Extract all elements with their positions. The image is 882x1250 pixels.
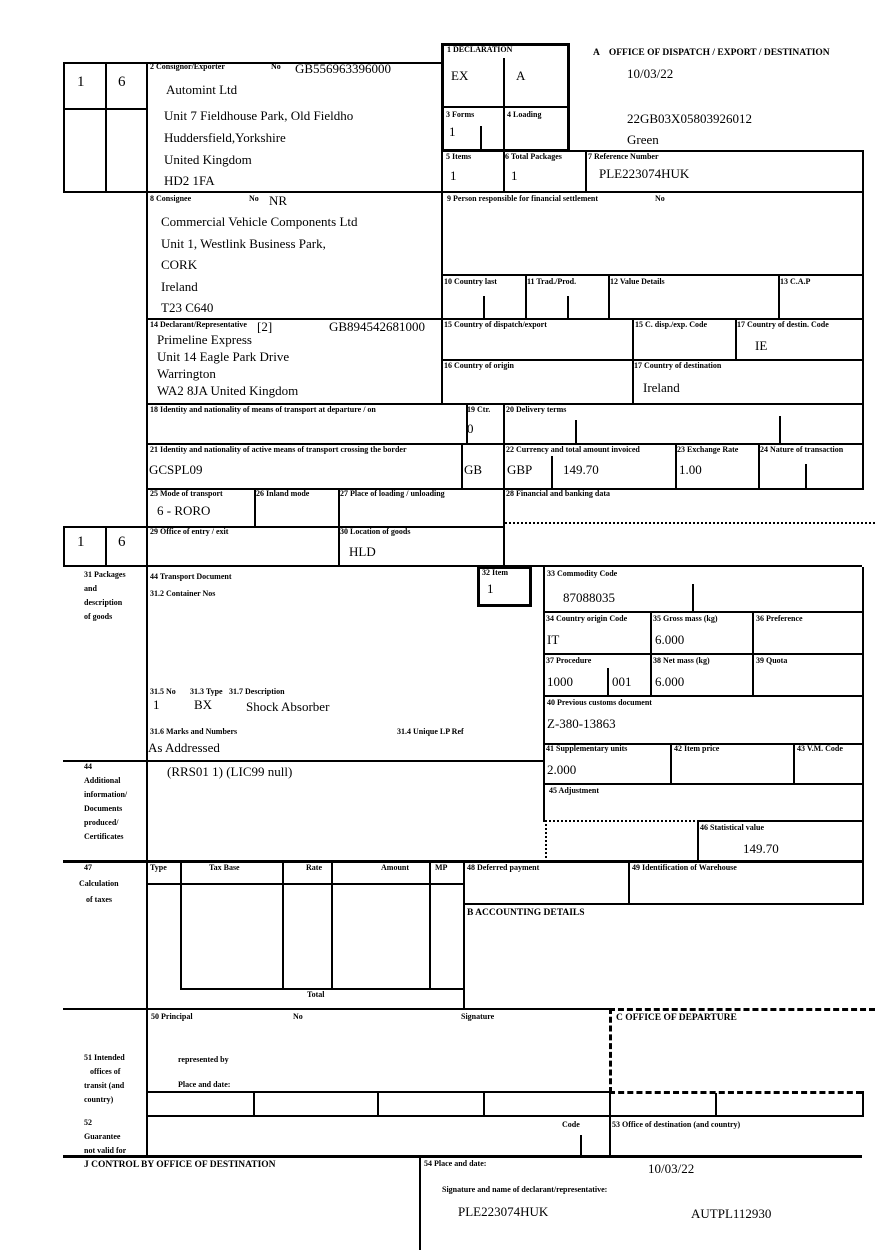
tick-line	[483, 296, 485, 318]
copy-number-6: 6	[118, 74, 126, 90]
box54-label: 54 Place and date:	[424, 1159, 487, 1168]
dotted-line	[505, 522, 875, 524]
marks-numbers-value: As Addressed	[148, 740, 220, 755]
tax-total-label: Total	[307, 990, 325, 999]
code-label: Code	[562, 1120, 580, 1129]
accounting-details-header: B ACCOUNTING DETAILS	[467, 908, 585, 918]
package-type-label: 31.3 Type	[190, 687, 223, 696]
additional-information: (RRS01 1) (LIC99 null)	[167, 764, 293, 779]
box47-margin-label: Calculation	[79, 879, 119, 888]
tick-line	[575, 420, 577, 443]
origin-country-code: IT	[547, 632, 560, 647]
grid-line	[543, 567, 545, 822]
package-no-label: 31.5 No	[150, 687, 176, 696]
box11-label: 11 Trad./Prod.	[527, 277, 577, 286]
grid-line	[282, 860, 284, 990]
j-control-header: J CONTROL BY OFFICE OF DESTINATION	[84, 1160, 276, 1170]
represented-by-label: represented by	[178, 1055, 229, 1064]
commodity-code: 87088035	[563, 590, 615, 605]
consignee-address-line: CORK	[161, 257, 198, 272]
declarant-address-line: Unit 14 Eagle Park Drive	[157, 349, 290, 364]
box52-margin-label: 52	[84, 1118, 92, 1127]
box6-label: 6 Total Packages	[505, 152, 562, 161]
box10-label: 10 Country last	[444, 277, 497, 286]
grid-line	[63, 565, 862, 567]
tick-line	[779, 416, 781, 443]
grid-line	[63, 526, 65, 567]
grid-line	[463, 860, 465, 1010]
box22-label: 22 Currency and total amount invoiced	[506, 445, 640, 454]
grid-line	[585, 150, 587, 193]
office-departure-dashed-border	[609, 1008, 875, 1011]
box15-label: 15 Country of dispatch/export	[444, 320, 547, 329]
grid-line	[483, 1093, 485, 1117]
consignor-address-line: United Kingdom	[164, 152, 252, 167]
grid-line	[105, 526, 107, 567]
procedure-code-2: 001	[612, 674, 632, 689]
grid-line	[443, 274, 862, 276]
declarant-address-line: WA2 8JA United Kingdom	[157, 383, 299, 398]
previous-document: Z-380-13863	[547, 716, 616, 731]
box36-label: 36 Preference	[756, 614, 803, 623]
box34-label: 34 Country origin Code	[546, 614, 628, 623]
box39-label: 39 Quota	[756, 656, 788, 665]
grid-line	[862, 1091, 864, 1117]
unique-lp-ref-label: 31.4 Unique LP Ref	[397, 727, 464, 736]
grid-line	[793, 743, 795, 785]
tick-line	[805, 464, 807, 488]
consignor-address-line: Automint Ltd	[166, 82, 238, 97]
box51-margin-label: 51 Intended	[84, 1053, 125, 1062]
tick-line	[567, 296, 569, 318]
grid-line	[63, 191, 862, 193]
copy-number-1: 1	[77, 74, 85, 90]
grid-line	[63, 62, 65, 193]
grid-line	[180, 860, 182, 990]
consignor-address-line: Huddersfield,Yorkshire	[164, 130, 286, 145]
description-label: 31.7 Description	[229, 687, 285, 696]
grid-line	[461, 443, 463, 490]
exchange-rate: 1.00	[679, 462, 702, 477]
office-departure-dashed-border	[609, 1091, 862, 1094]
box51-margin-label: offices of	[90, 1067, 121, 1076]
box31-margin-label: description	[84, 598, 123, 607]
grid-line	[752, 611, 754, 697]
item-number: 1	[487, 581, 494, 596]
grid-line	[377, 1093, 379, 1117]
dotted-line	[545, 820, 699, 822]
box38-label: 38 Net mass (kg)	[653, 656, 710, 665]
grid-line	[63, 760, 543, 762]
grid-line	[63, 1008, 609, 1010]
declarant-signature-label: Signature and name of declarant/representative:	[442, 1185, 608, 1194]
box50-no-label: No	[293, 1012, 303, 1021]
box49-label: 49 Identification of Warehouse	[632, 863, 737, 872]
box44-margin-label: produced/	[84, 818, 119, 827]
box26-label: 26 Inland mode	[256, 489, 310, 498]
box27-label: 27 Place of loading / unloading	[340, 489, 445, 498]
declarant-address-line: Warrington	[157, 366, 216, 381]
box17-label: 17 Country of destination	[634, 361, 722, 370]
box2-no-label: No	[271, 62, 281, 71]
invoice-amount: 149.70	[563, 462, 599, 477]
invoice-currency: GBP	[507, 462, 533, 477]
office-dispatch-header: A OFFICE OF DISPATCH / EXPORT / DESTINATION	[593, 48, 830, 58]
box41-label: 41 Supplementary units	[546, 744, 628, 753]
office-departure-header: C OFFICE OF DEPARTURE	[616, 1013, 737, 1023]
place-date-value: 10/03/22	[648, 1161, 695, 1176]
grid-line	[331, 860, 333, 990]
box12-label: 12 Value Details	[610, 277, 665, 286]
declarant-status-code: [2]	[257, 319, 273, 334]
grid-line	[543, 783, 862, 785]
consignor-address-line: HD2 1FA	[164, 173, 215, 188]
box15a-label: 15 C. disp./exp. Code	[635, 320, 708, 329]
consignor-eori: GB556963396000	[295, 61, 392, 76]
box9-label: 9 Person responsible for financial settlement	[447, 194, 599, 203]
box52-margin-label: not valid for	[84, 1146, 127, 1155]
box14-label: 14 Declarant/Representative	[150, 320, 247, 329]
routing-status: Green	[627, 132, 659, 147]
box42-label: 42 Item price	[674, 744, 720, 753]
consignee-address-line: Unit 1, Westlink Business Park,	[161, 236, 326, 251]
grid-line	[429, 860, 431, 990]
grid-line	[862, 150, 864, 490]
container-flag: 0	[467, 421, 474, 436]
box44-margin-label: information/	[84, 790, 128, 799]
box47-margin-label: of taxes	[86, 895, 112, 904]
box35-label: 35 Gross mass (kg)	[653, 614, 718, 623]
box20-label: 20 Delivery terms	[506, 405, 567, 414]
grid-line	[692, 584, 694, 613]
destination-country: Ireland	[643, 380, 680, 395]
box40-label: 40 Previous customs document	[547, 698, 652, 707]
procedure-code: 1000	[547, 674, 573, 689]
reference-number-value: PLE223074HUK	[599, 166, 690, 181]
tax-col-rate: Rate	[306, 863, 322, 872]
box44-margin-label: Certificates	[84, 832, 124, 841]
transport-document-label: 44 Transport Document	[150, 572, 232, 581]
container-nos-label: 31.2 Container Nos	[150, 589, 216, 598]
box2-label: 2 Consignor/Exporter	[150, 62, 225, 71]
tax-col-base: Tax Base	[209, 863, 240, 872]
office-departure-dashed-border	[609, 1008, 612, 1093]
grid-line	[463, 903, 862, 905]
grid-line	[715, 1093, 717, 1117]
consignee-address-line: T23 C640	[161, 300, 214, 315]
grid-line	[697, 820, 699, 862]
grid-line	[146, 62, 148, 1157]
grid-line	[419, 1157, 421, 1250]
box32-label: 32 Item	[482, 568, 508, 577]
box31-margin-label: 31 Packages	[84, 570, 126, 579]
box3-label: 3 Forms	[446, 110, 475, 119]
box50-label: 50 Principal	[151, 1012, 193, 1021]
grid-line	[503, 405, 505, 565]
place-date-label: Place and date:	[178, 1080, 231, 1089]
grid-line	[543, 653, 862, 655]
grid-line	[146, 883, 463, 885]
box5-label: 5 Items	[446, 152, 472, 161]
box1-label: 1 DECLARATION	[447, 45, 513, 54]
box8-no-label: No	[249, 194, 259, 203]
grid-line	[607, 668, 609, 697]
grid-line	[543, 611, 862, 613]
declarant-signature-reference: PLE223074HUK	[458, 1204, 549, 1219]
grid-line	[609, 1091, 611, 1157]
transport-nationality: GB	[464, 462, 483, 477]
box52-margin-label: Guarantee	[84, 1132, 121, 1141]
grid-line	[862, 567, 864, 905]
copy-number-6: 6	[118, 534, 126, 550]
tax-col-mp: MP	[435, 863, 448, 872]
box19-label: 19 Ctr.	[467, 405, 491, 414]
grid-line	[628, 860, 630, 905]
box18-label: 18 Identity and nationality of means of transport at departure / on	[150, 405, 376, 414]
declaration-subtype: A	[516, 68, 526, 83]
box7-label: 7 Reference Number	[588, 152, 659, 161]
grid-line	[105, 62, 107, 193]
box44-margin-label: Documents	[84, 804, 123, 813]
dispatch-date: 10/03/22	[627, 66, 674, 81]
box31-margin-label: of goods	[84, 612, 113, 621]
box43-label: 43 V.M. Code	[797, 744, 843, 753]
box30-label: 30 Location of goods	[340, 527, 411, 536]
box44-margin-label: 44	[84, 762, 92, 771]
box46-label: 46 Statistical value	[700, 823, 764, 832]
package-count: 1	[153, 697, 160, 712]
consignee-address-line: Ireland	[161, 279, 198, 294]
grid-line	[63, 1155, 862, 1158]
signature-label: Signature	[461, 1012, 495, 1021]
box8-label: 8 Consignee	[150, 194, 192, 203]
total-packages-value: 1	[511, 168, 518, 183]
statistical-value: 149.70	[743, 841, 779, 856]
grid-line	[253, 1093, 255, 1117]
box28-label: 28 Financial and banking data	[506, 489, 611, 498]
box31-margin-label: and	[84, 584, 97, 593]
marks-numbers-label: 31.6 Marks and Numbers	[150, 727, 238, 736]
net-mass: 6.000	[655, 674, 685, 689]
box25-label: 25 Mode of transport	[150, 489, 223, 498]
grid-line	[650, 611, 652, 697]
grid-line	[543, 695, 862, 697]
box16-label: 16 Country of origin	[444, 361, 514, 370]
movement-reference-number: 22GB03X05803926012	[627, 111, 752, 126]
transport-identity: GCSPL09	[149, 462, 203, 477]
goods-description: Shock Absorber	[246, 699, 330, 714]
box51-margin-label: transit (and	[84, 1081, 125, 1090]
box24-label: 24 Nature of transaction	[760, 445, 844, 454]
dotted-line	[545, 820, 547, 862]
consignee-id: NR	[269, 193, 288, 208]
box4-label: 4 Loading	[507, 110, 542, 119]
box17a-label: 17 Country of destin. Code	[737, 320, 829, 329]
tax-col-type: Type	[150, 863, 167, 872]
box33-label: 33 Commodity Code	[547, 569, 618, 578]
destination-country-code: IE	[755, 338, 768, 353]
items-value: 1	[450, 168, 457, 183]
declaration-type: EX	[451, 68, 469, 83]
box51-margin-label: country)	[84, 1095, 114, 1104]
authorisation-number: AUTPL112930	[691, 1206, 772, 1221]
grid-line	[697, 820, 862, 822]
box48-label: 48 Deferred payment	[467, 863, 540, 872]
grid-line	[63, 526, 503, 528]
gross-mass: 6.000	[655, 632, 685, 647]
grid-line	[551, 456, 553, 490]
forms-value: 1	[449, 124, 456, 139]
box21-label: 21 Identity and nationality of active means of transport crossing the border	[150, 445, 407, 454]
box53-label: 53 Office of destination (and country)	[612, 1120, 741, 1129]
declaration-box-border	[441, 43, 570, 152]
grid-line	[580, 1135, 582, 1157]
box37-label: 37 Procedure	[546, 656, 592, 665]
grid-line	[670, 743, 672, 785]
consignee-address-line: Commercial Vehicle Components Ltd	[161, 214, 358, 229]
box29-label: 29 Office of entry / exit	[150, 527, 229, 536]
box47-margin-label: 47	[84, 863, 92, 872]
declarant-address-line: Primeline Express	[157, 332, 252, 347]
consignor-address-line: Unit 7 Fieldhouse Park, Old Fieldho	[164, 108, 354, 123]
box13-label: 13 C.A.P	[780, 277, 811, 286]
package-type: BX	[194, 697, 213, 712]
mode-of-transport: 6 - RORO	[157, 503, 211, 518]
supplementary-units: 2.000	[547, 762, 577, 777]
box45-label: 45 Adjustment	[549, 786, 600, 795]
box9-no-label: No	[655, 194, 665, 203]
box44-margin-label: Additional	[84, 776, 121, 785]
declarant-eori: GB894542681000	[329, 319, 426, 334]
copy-number-1: 1	[77, 534, 85, 550]
goods-location: HLD	[349, 544, 376, 559]
tax-col-amount: Amount	[381, 863, 410, 872]
box23-label: 23 Exchange Rate	[677, 445, 739, 454]
